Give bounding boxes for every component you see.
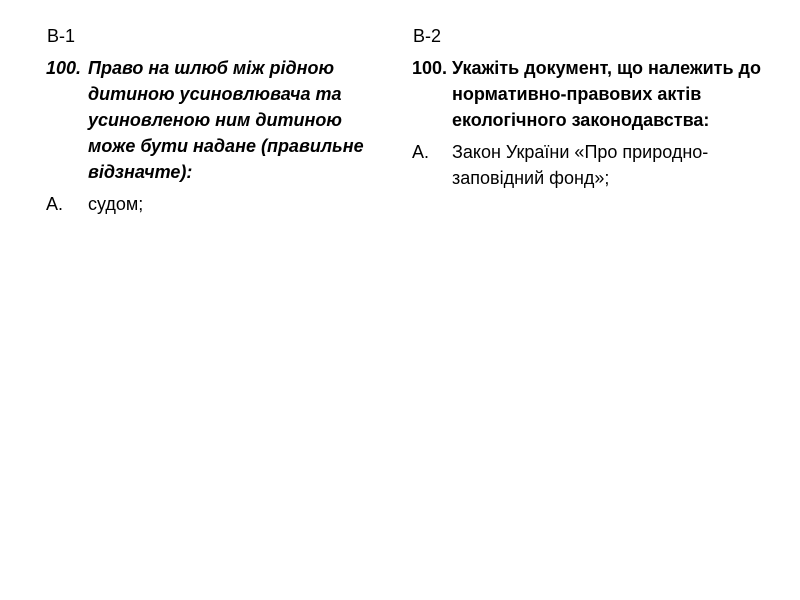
answer-text: судом; (88, 194, 144, 214)
answer-letter: А. (46, 194, 64, 214)
question (412, 55, 772, 133)
answer-letter: А. (412, 142, 430, 162)
question (46, 55, 391, 185)
variant-label: В-2 (413, 26, 442, 46)
question-text: Право на шлюб між рідною дитиною усиновлювача та усиновленою ним дитиною може бути надане (правильне відзначте): (88, 58, 364, 182)
answer-option (412, 139, 772, 191)
variant-label: В-1 (47, 26, 76, 46)
variant-1-column (46, 24, 391, 217)
question-text: Укажіть документ, що належить до нормативно-правових актів екологічного законодавства: (452, 58, 761, 130)
variant-2-column (412, 24, 772, 191)
question-number: 100. (46, 58, 82, 78)
answer-option (46, 191, 391, 217)
answer-text: Закон України «Про природно-заповідний фонд»; (452, 142, 709, 188)
question-number: 100. (412, 58, 448, 78)
